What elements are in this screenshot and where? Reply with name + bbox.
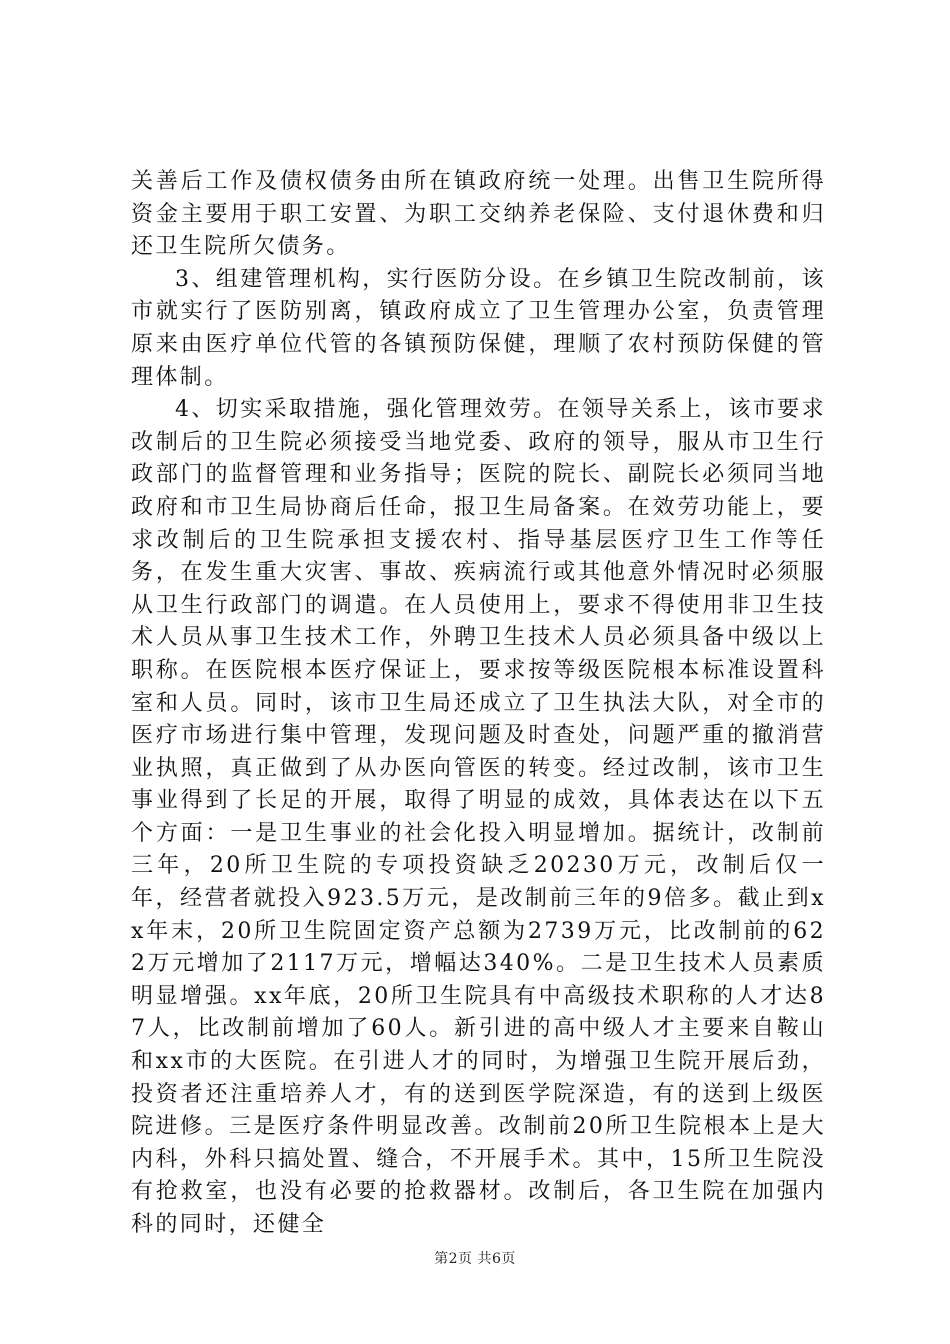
- paragraph-continuation: 关善后工作及债权债务由所在镇政府统一处理。出售卫生院所得资金主要用于职工安置、为职工交纳养老保险、支付退休费和归还卫生院所欠债务。: [131, 169, 826, 260]
- page-number-footer: 第2页 共6页: [434, 1251, 516, 1267]
- paragraph-item-4: 4、切实采取措施，强化管理效劳。在领导关系上，该市要求改制后的卫生院必须接受当地党委、政府的领导，服从市卫生行政部门的监督管理和业务指导；医院的院长、副院长必须同当地政府和市卫生局协商后任命，报卫生局备案。在效劳功能上，要求改制后的卫生院承担支援农村、指导基层医疗卫生工作等任务，在发生重大灾害、事故、疾病流行或其他意外情况时必须服从卫生行政部门的调遣。在人员使用上，要求不得使用非卫生技术人员从事卫生技术工作，外聘卫生技术人员必须具备中级以上职称。在医院根本医疗保证上，要求按等级医院根本标准设置科室和人员。同时，该市卫生局还成立了卫生执法大队，对全市的医疗市场进行集中管理，发现问题及时查处，问题严重的撤消营业执照，真正做到了从办医向管医的转变。经过改制，该市卫生事业得到了长足的开展，取得了明显的成效，具体表达在以下五个方面：一是卫生事业的社会化投入明显增加。据统计，改制前三年，20所卫生院的专项投资缺乏20230万元，改制后仅一年，经营者就投入923.5万元，是改制前三年的9倍多。截止到xx年末，20所卫生院固定资产总额为2739万元，比改制前的622万元增加了2117万元，增幅达340%。二是卫生技术人员素质明显增强。xx年底，20所卫生院具有中高级技术职称的人才达87人，比改制前增加了60人。新引进的高中级人才主要来自鞍山和xx市的大医院。在引进人才的同时，为增强卫生院开展后劲，投资者还注重培养人才，有的送到医学院深造，有的送到上级医院进修。三是医疗条件明显改善。改制前20所卫生院根本上是大内科，外科只搞处置、缝合，不开展手术。其中，15所卫生院没有抢救室，也没有必要的抢救器材。改制后，各卫生院在加强内科的同时，还健全: [131, 397, 826, 1237]
- paragraph-item-3: 3、组建管理机构，实行医防分设。在乡镇卫生院改制前，该市就实行了医防别离，镇政府成立了卫生管理办公室，负责管理原来由医疗单位代管的各镇预防保健，理顺了农村预防保健的管理体制。: [131, 266, 826, 390]
- document-body: [131, 166, 826, 1242]
